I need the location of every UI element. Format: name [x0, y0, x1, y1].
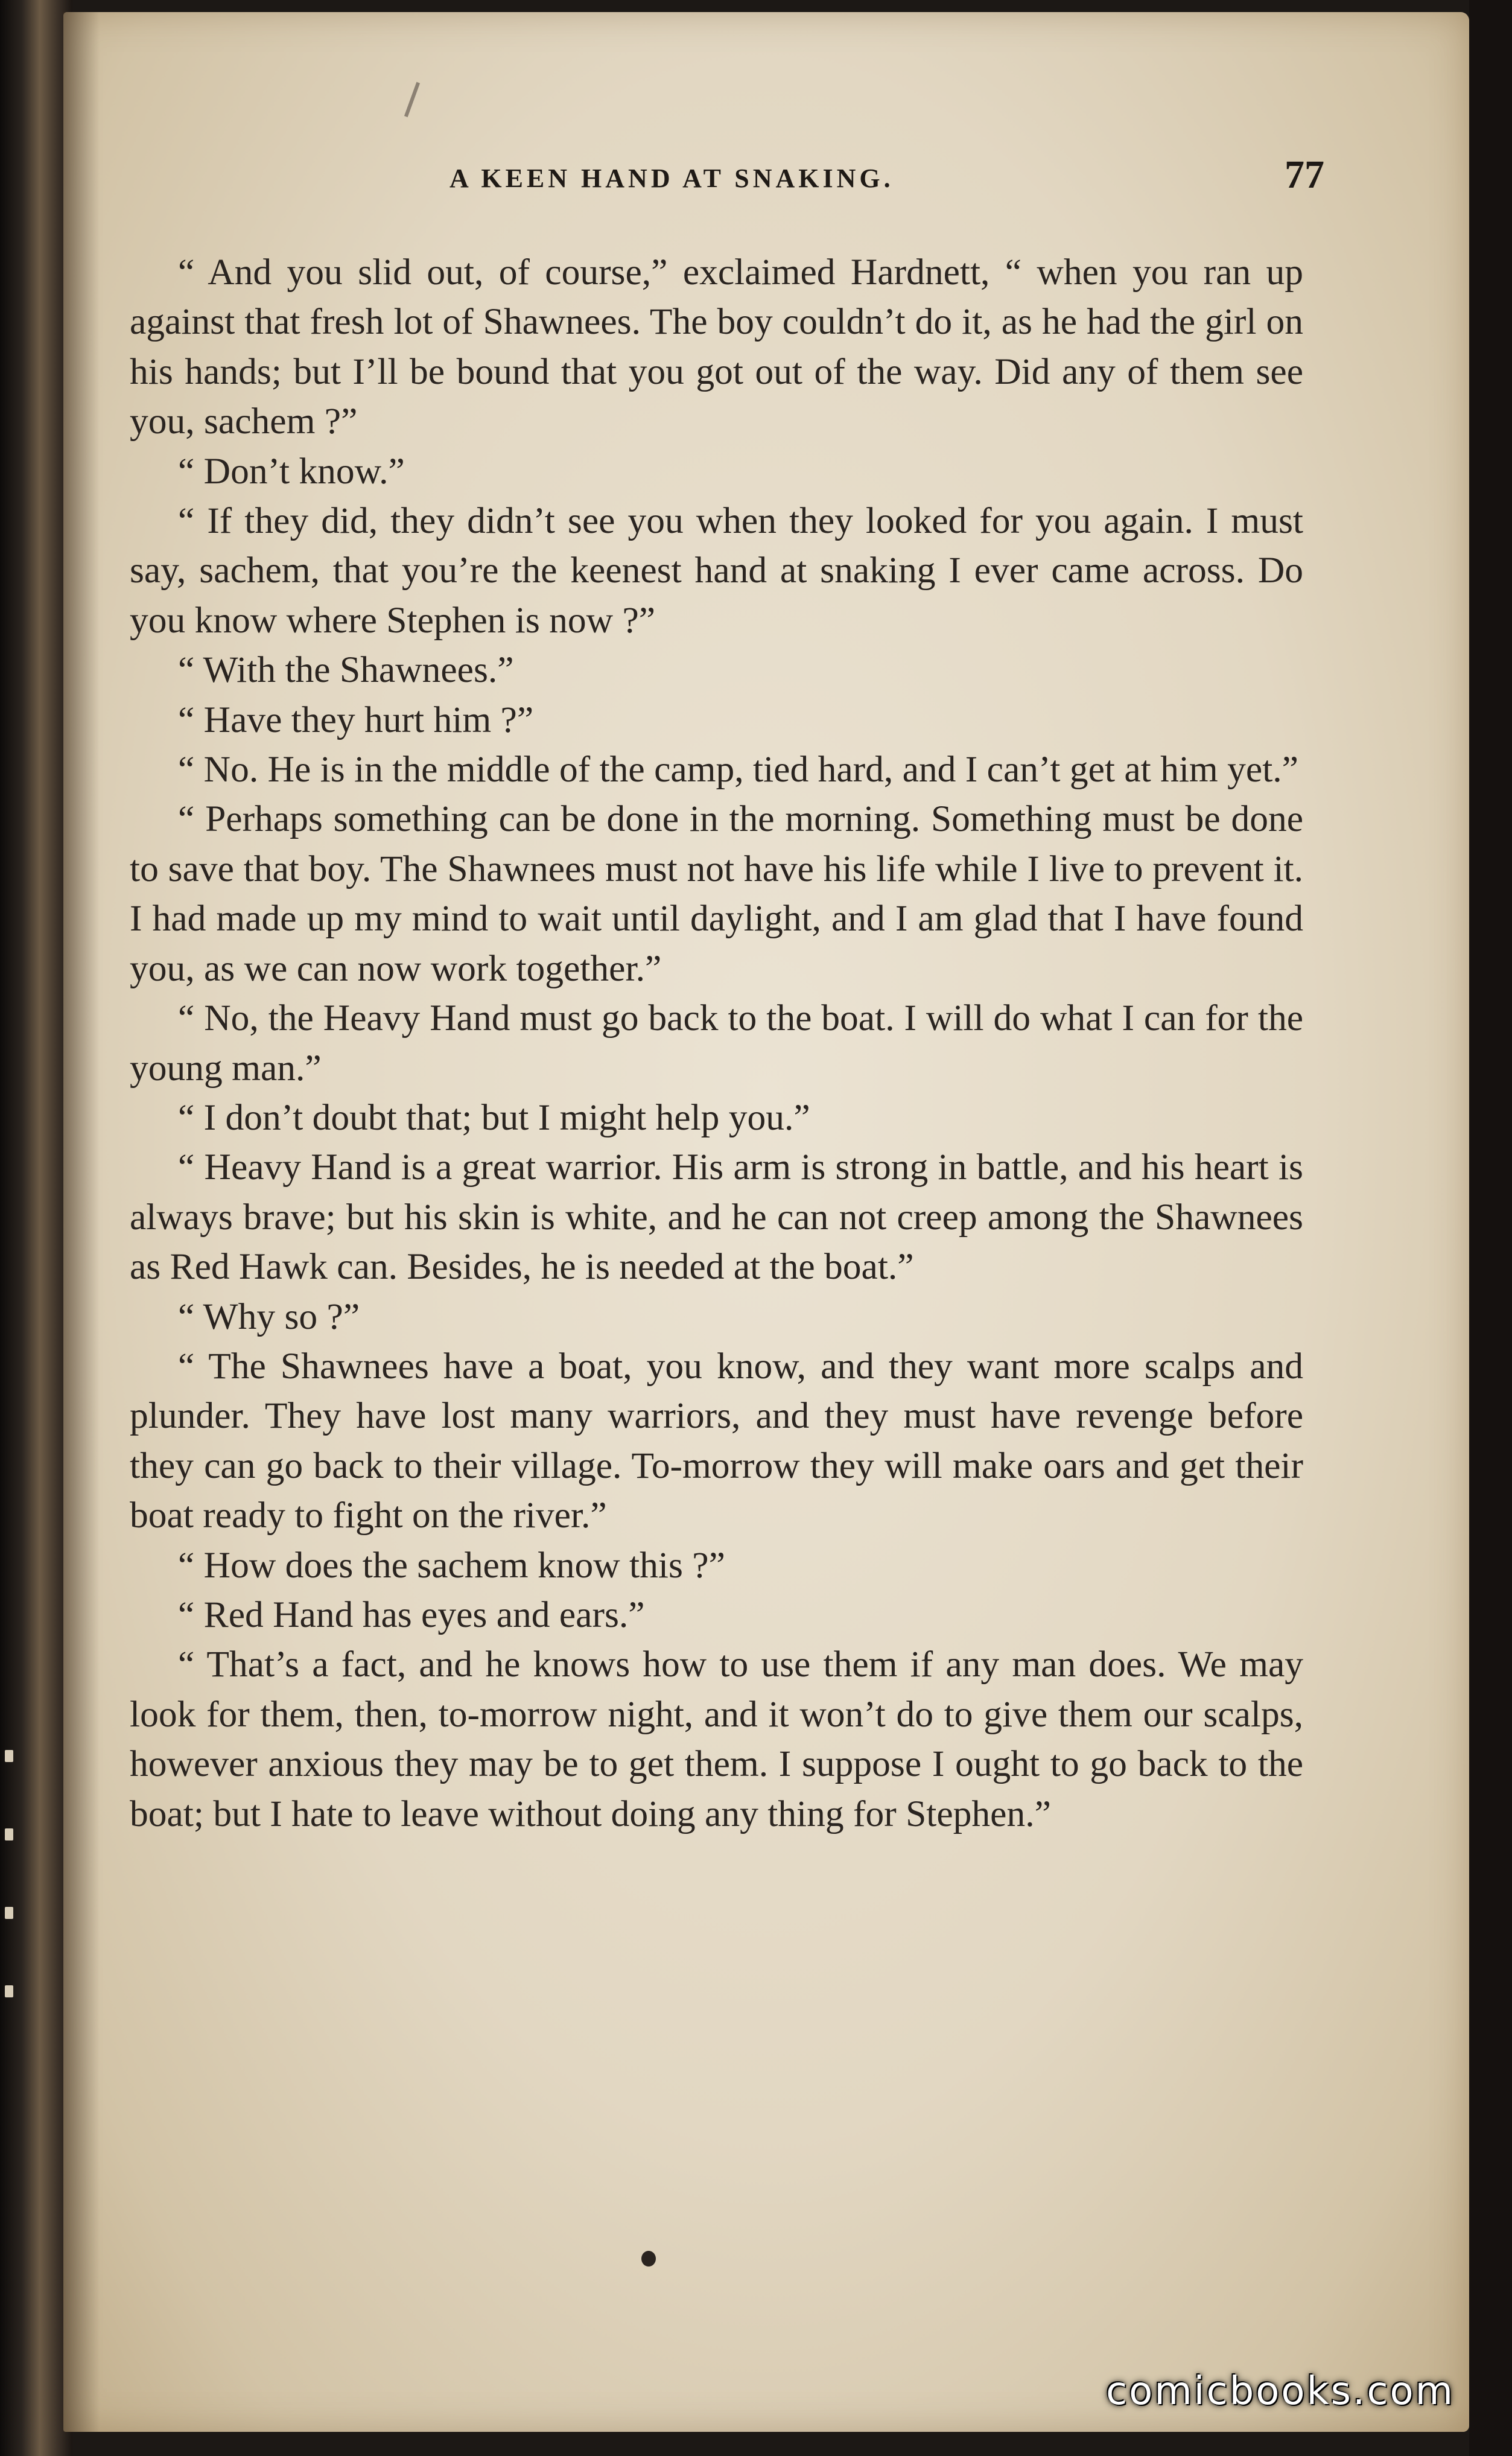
paragraph: “ How does the sachem know this ?”: [178, 1544, 725, 1586]
watermark: comicbooks.com: [1105, 2369, 1455, 2414]
page-right-edge: [1469, 0, 1512, 2456]
book-binding: [0, 0, 72, 2456]
running-title: A KEEN HAND AT SNAKING.: [449, 164, 894, 193]
paragraph: “ Perhaps something can be done in the morning. Something must be done to save that boy. The Shawnees must not have his life while I live to prevent it. I had made up my mind to wait until daylight, and I am glad that I have found you, as we can now work together.”: [130, 798, 1303, 989]
paragraph: “ With the Shawnees.”: [178, 649, 514, 691]
binding-mark: [5, 1907, 13, 1919]
binding-mark: [5, 1750, 13, 1762]
end-ornament: [641, 2251, 656, 2267]
page-number: 77: [1285, 153, 1324, 197]
paragraph: “ And you slid out, of course,” exclaimed Hardnett, “ when you ran up against that fresh lot of Shawnees. The boy couldn’t do it, as he had the girl on his hands; but I’ll be bound that you got out of the way. Did any of them see you, sachem ?”: [130, 252, 1303, 442]
paragraph: “ That’s a fact, and he knows how to use them if any man does. We may look for them, then, to-morrow night, and it won’t do to give them our scalps, however anxious they may be to get them. I suppose I ought to go back to the boat; but I hate to leave without doing any thing for Stephen.”: [130, 1644, 1303, 1834]
binding-mark: [5, 1828, 13, 1840]
paragraph: “ Why so ?”: [178, 1296, 360, 1337]
paragraph: “ Heavy Hand is a great warrior. His arm is strong in battle, and his heart is always brave; but his skin is white, and he can not creep among the Shawnees as Red Hawk can. Besides, he is needed at the boat.”: [130, 1147, 1303, 1288]
paragraph: “ Red Hand has eyes and ears.”: [178, 1594, 645, 1635]
binding-mark: [5, 1985, 13, 1997]
paragraph: “ I don’t doubt that; but I might help you.”: [178, 1096, 810, 1138]
paragraph: “ The Shawnees have a boat, you know, and they want more scalps and plunder. They have lost many warriors, and they must have revenge before they can go back to their village. To-morrow they will make oars and get their boat ready to fight on the river.”: [130, 1345, 1303, 1536]
paragraph: “ Have they hurt him ?”: [178, 699, 534, 740]
running-head: [130, 153, 1324, 205]
paragraph: “ Don’t know.”: [178, 450, 405, 492]
body-text: [130, 247, 1303, 1839]
paragraph: “ No, the Heavy Hand must go back to the boat. I will do what I can for the young man.”: [130, 997, 1303, 1089]
paragraph: “ No. He is in the middle of the camp, tied hard, and I can’t get at him yet.”: [178, 749, 1298, 791]
paragraph: “ If they did, they didn’t see you when they looked for you again. I must say, sachem, that you’re the keenest hand at snaking I ever came across. Do you know where Stephen is now ?”: [130, 500, 1303, 641]
binding-marks: [5, 1750, 23, 2172]
page-gutter-shadow: [63, 12, 100, 2432]
